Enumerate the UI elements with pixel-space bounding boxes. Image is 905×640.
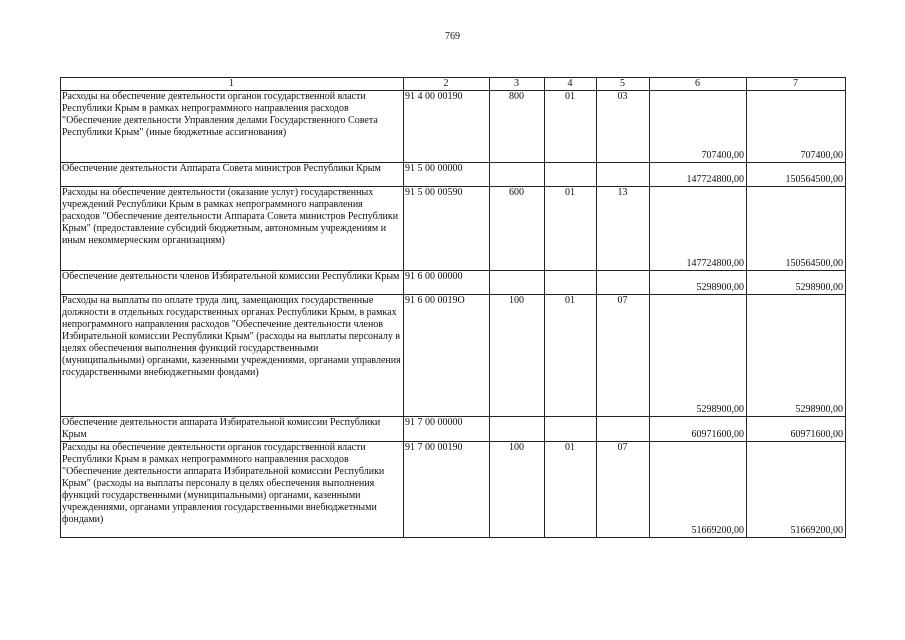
table-row [61, 163, 846, 187]
row-amount-col6: 707400,00 [650, 91, 747, 163]
row-name: Обеспечение деятельности Аппарата Совета министров Республики Крым [61, 163, 404, 187]
row-amount-col7: 150564500,00 [747, 163, 846, 187]
table-row [61, 442, 846, 538]
row-subsection [597, 417, 650, 442]
row-name: Обеспечение деятельности членов Избирательной комиссии Республики Крым [61, 271, 404, 295]
row-code: 91 6 00 00000 [404, 271, 490, 295]
row-amount-col6: 51669200,00 [650, 442, 747, 538]
row-amount-col7: 707400,00 [747, 91, 846, 163]
row-name: Расходы на обеспечение деятельности (оказание услуг) государственных учреждений Республики Крым в рамках непрограммного направления расходов "Обеспечение деятельности Аппарата Совета министров Республики Крым" (предоставление субсидий бюджетным, автономным учреждениям и иным некоммерческим организациям) [61, 187, 404, 271]
row-amount-col6: 5298900,00 [650, 295, 747, 417]
row-subsection: 13 [597, 187, 650, 271]
header-cell: 7 [747, 78, 846, 91]
table-row [61, 271, 846, 295]
row-code: 91 5 00 00590 [404, 187, 490, 271]
row-amount-col6: 5298900,00 [650, 271, 747, 295]
row-amount-col7: 150564500,00 [747, 187, 846, 271]
row-amount-col7: 60971600,00 [747, 417, 846, 442]
row-subsection [597, 163, 650, 187]
row-section [545, 163, 597, 187]
row-section: 01 [545, 187, 597, 271]
header-cell: 6 [650, 78, 747, 91]
header-cell: 4 [545, 78, 597, 91]
row-code: 91 7 00 00000 [404, 417, 490, 442]
row-section: 01 [545, 442, 597, 538]
row-expense-type: 600 [490, 187, 545, 271]
header-cell: 1 [61, 78, 404, 91]
row-expense-type [490, 163, 545, 187]
row-section: 01 [545, 295, 597, 417]
row-code: 91 5 00 00000 [404, 163, 490, 187]
row-code: 91 7 00 00190 [404, 442, 490, 538]
page-number: 769 [445, 31, 460, 42]
table-row [61, 417, 846, 442]
row-amount-col6: 147724800,00 [650, 163, 747, 187]
header-cell: 3 [490, 78, 545, 91]
row-expense-type: 100 [490, 295, 545, 417]
row-amount-col7: 51669200,00 [747, 442, 846, 538]
row-amount-col7: 5298900,00 [747, 271, 846, 295]
row-subsection: 07 [597, 295, 650, 417]
table-row [61, 295, 846, 417]
row-expense-type [490, 417, 545, 442]
row-name: Расходы на обеспечение деятельности органов государственной власти Республики Крым в рамках непрограммного направления расходов "Обеспечение деятельности Управления делами Государственного Совета Республики Крым" (иные бюджетные ассигнования) [61, 91, 404, 163]
row-amount-col6: 147724800,00 [650, 187, 747, 271]
row-amount-col6: 60971600,00 [650, 417, 747, 442]
table-row [61, 187, 846, 271]
row-section: 01 [545, 91, 597, 163]
row-name: Обеспечение деятельности аппарата Избирательной комиссии Республики Крым [61, 417, 404, 442]
row-subsection: 07 [597, 442, 650, 538]
budget-table [60, 77, 846, 538]
row-name: Расходы на обеспечение деятельности органов государственной власти Республики Крым в рамках непрограммного направления расходов "Обеспечение деятельности аппарата Избирательной комиссии Республики Крым" (расходы на выплаты персоналу в целях обеспечения выполнения функций государственными (муниципальными) органами, казенными учреждениями, органами управления государственными внебюджетными фондами) [61, 442, 404, 538]
header-cell: 2 [404, 78, 490, 91]
row-expense-type [490, 271, 545, 295]
row-code: 91 4 00 00190 [404, 91, 490, 163]
table-row [61, 91, 846, 163]
header-cell: 5 [597, 78, 650, 91]
row-section [545, 271, 597, 295]
row-subsection [597, 271, 650, 295]
row-amount-col7: 5298900,00 [747, 295, 846, 417]
table-header-row [61, 78, 846, 91]
row-subsection: 03 [597, 91, 650, 163]
row-expense-type: 100 [490, 442, 545, 538]
row-section [545, 417, 597, 442]
row-code: 91 6 00 0019О [404, 295, 490, 417]
row-name: Расходы на выплаты по оплате труда лиц, замещающих государственные должности в отдельных государственных органах Республики Крым, в рамках непрограммного направления расходов "Обеспечение деятельности членов Избирательной комиссии Республики Крым" (расходы на выплаты персоналу в целях обеспечения выполнения функций государственными (муниципальными) органами, казенными учреждениями, органами управления государственными внебюджетными фондами) [61, 295, 404, 417]
row-expense-type: 800 [490, 91, 545, 163]
